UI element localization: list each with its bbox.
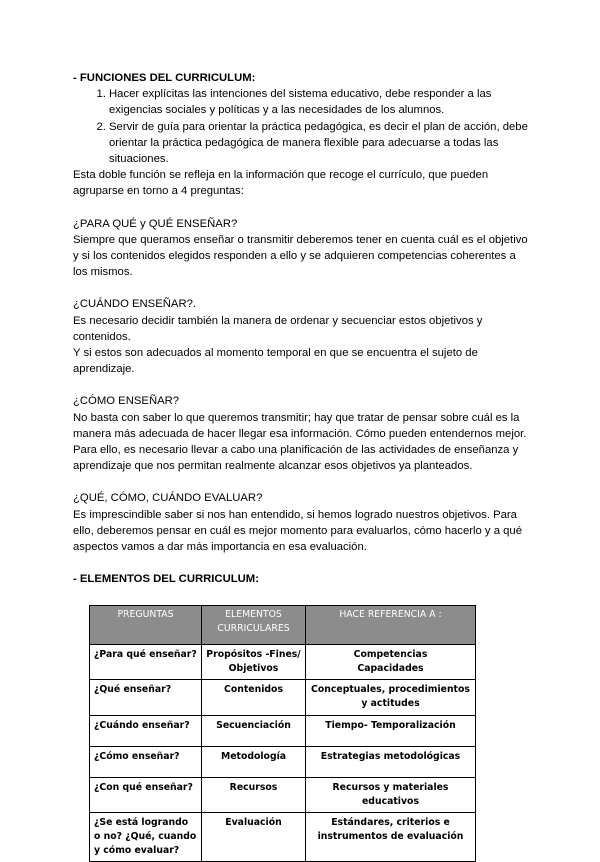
- table-row: [90, 813, 476, 862]
- list-item: 1. Hacer explícitas las intenciones del sistema educativo, debe responder a las exigencias sociales y políticas y a las necesidades de los alumnos.: [109, 86, 533, 118]
- paragraph-intro: Esta doble función se refleja en la información que recoge el currículo, que pueden agruparse en torno a 4 preguntas:: [73, 169, 489, 198]
- paragraph-para-que: Siempre que queramos enseñar o transmitir deberemos tener en cuenta cuál es el objetivo y si los contenidos elegidos responden a ello y se adquieren competencias coherentes a los mismos.: [73, 233, 528, 279]
- table-header-cell: PREGUNTAS: [90, 606, 202, 645]
- table-row: [90, 747, 476, 778]
- table-row: [90, 645, 476, 680]
- paragraph-evaluar: Es imprescindible saber si nos han entendido, si hemos logrado nuestros objetivos. Para ello, deberemos pensar en cuál es mejor momento para evaluarlos, cómo hacerlo y a qué aspectos vamos a dar más importancia en esa evaluación.: [73, 508, 522, 554]
- table-cell: Secuenciación: [202, 716, 306, 747]
- table-row: [90, 778, 476, 813]
- table-cell: ¿Cuándo enseñar?: [90, 716, 202, 747]
- table-cell: Propósitos -Fines/ Objetivos: [202, 645, 306, 680]
- table-cell: Metodología: [202, 747, 306, 778]
- functions-list: [73, 86, 533, 167]
- table-header-row: [90, 606, 476, 645]
- table-header-cell: HACE REFERENCIA A :: [306, 606, 476, 645]
- paragraph-cuando-2: Y si estos son adecuados al momento temporal en que se encuentra el sujeto de aprendizaje.: [73, 347, 478, 376]
- section-title-funciones: - FUNCIONES DEL CURRICULUM:: [73, 72, 256, 84]
- table-header-cell: ELEMENTOS CURRICULARES: [202, 606, 306, 645]
- table-cell: Recursos y materiales educativos: [306, 778, 476, 813]
- cell-line: Competencias: [353, 649, 428, 660]
- table-cell: Estrategias metodológicas: [306, 747, 476, 778]
- table-cell: Tiempo- Temporalización: [306, 716, 476, 747]
- table-row: [90, 716, 476, 747]
- curriculum-elements-table: [89, 605, 476, 862]
- document-body: [73, 70, 533, 587]
- paragraph-cuando-1: Es necesario decidir también la manera de ordenar y secuenciar estos objetivos y contenidos.: [73, 314, 483, 343]
- table-cell: ¿Para qué enseñar?: [90, 645, 202, 680]
- table-cell: ¿Qué enseñar?: [90, 680, 202, 716]
- table-cell: ¿Se está logrando o no? ¿Qué, cuando y cómo evaluar?: [90, 813, 202, 862]
- list-item: 2. Servir de guía para orientar la práctica pedagógica, es decir el plan de acción, debe orientar la práctica pedagógica de manera flexible para adecuarse a todas las situaciones.: [109, 119, 533, 168]
- table-cell: Contenidos: [202, 680, 306, 716]
- paragraph-como: No basta con saber lo que queremos transmitir; hay que tratar de pensar sobre cuál es la manera más adecuada de hacer llegar esa información. Cómo pueden entendernos mejor. Para ello, es necesario llevar a cabo una planificación de las actividades de enseñanza y aprendizaje que nos permitan realmente alcanzar esos objetivos ya planteados.: [73, 411, 527, 473]
- table-cell: ¿Cómo enseñar?: [90, 747, 202, 778]
- question-title-como: ¿CÓMO ENSEÑAR?: [73, 395, 180, 408]
- table-cell: Conceptuales, procedimientos y actitudes: [306, 680, 476, 716]
- section-title-elementos: - ELEMENTOS DEL CURRICULUM:: [73, 573, 259, 586]
- table-cell: Estándares, criterios e instrumentos de evaluación: [306, 813, 476, 862]
- question-title-evaluar: ¿QUÉ, CÓMO, CUÁNDO EVALUAR?: [73, 492, 263, 505]
- table-cell: Recursos: [202, 778, 306, 813]
- cell-line: Capacidades: [357, 663, 424, 674]
- table-cell: Evaluación: [202, 813, 306, 862]
- question-title-para-que: ¿PARA QUÉ y QUÉ ENSEÑAR?: [73, 217, 238, 230]
- table-cell: ¿Con qué enseñar?: [90, 778, 202, 813]
- question-title-cuando: ¿CUÁNDO ENSEÑAR?.: [73, 298, 197, 311]
- table-row: [90, 680, 476, 716]
- table-cell: [306, 645, 476, 680]
